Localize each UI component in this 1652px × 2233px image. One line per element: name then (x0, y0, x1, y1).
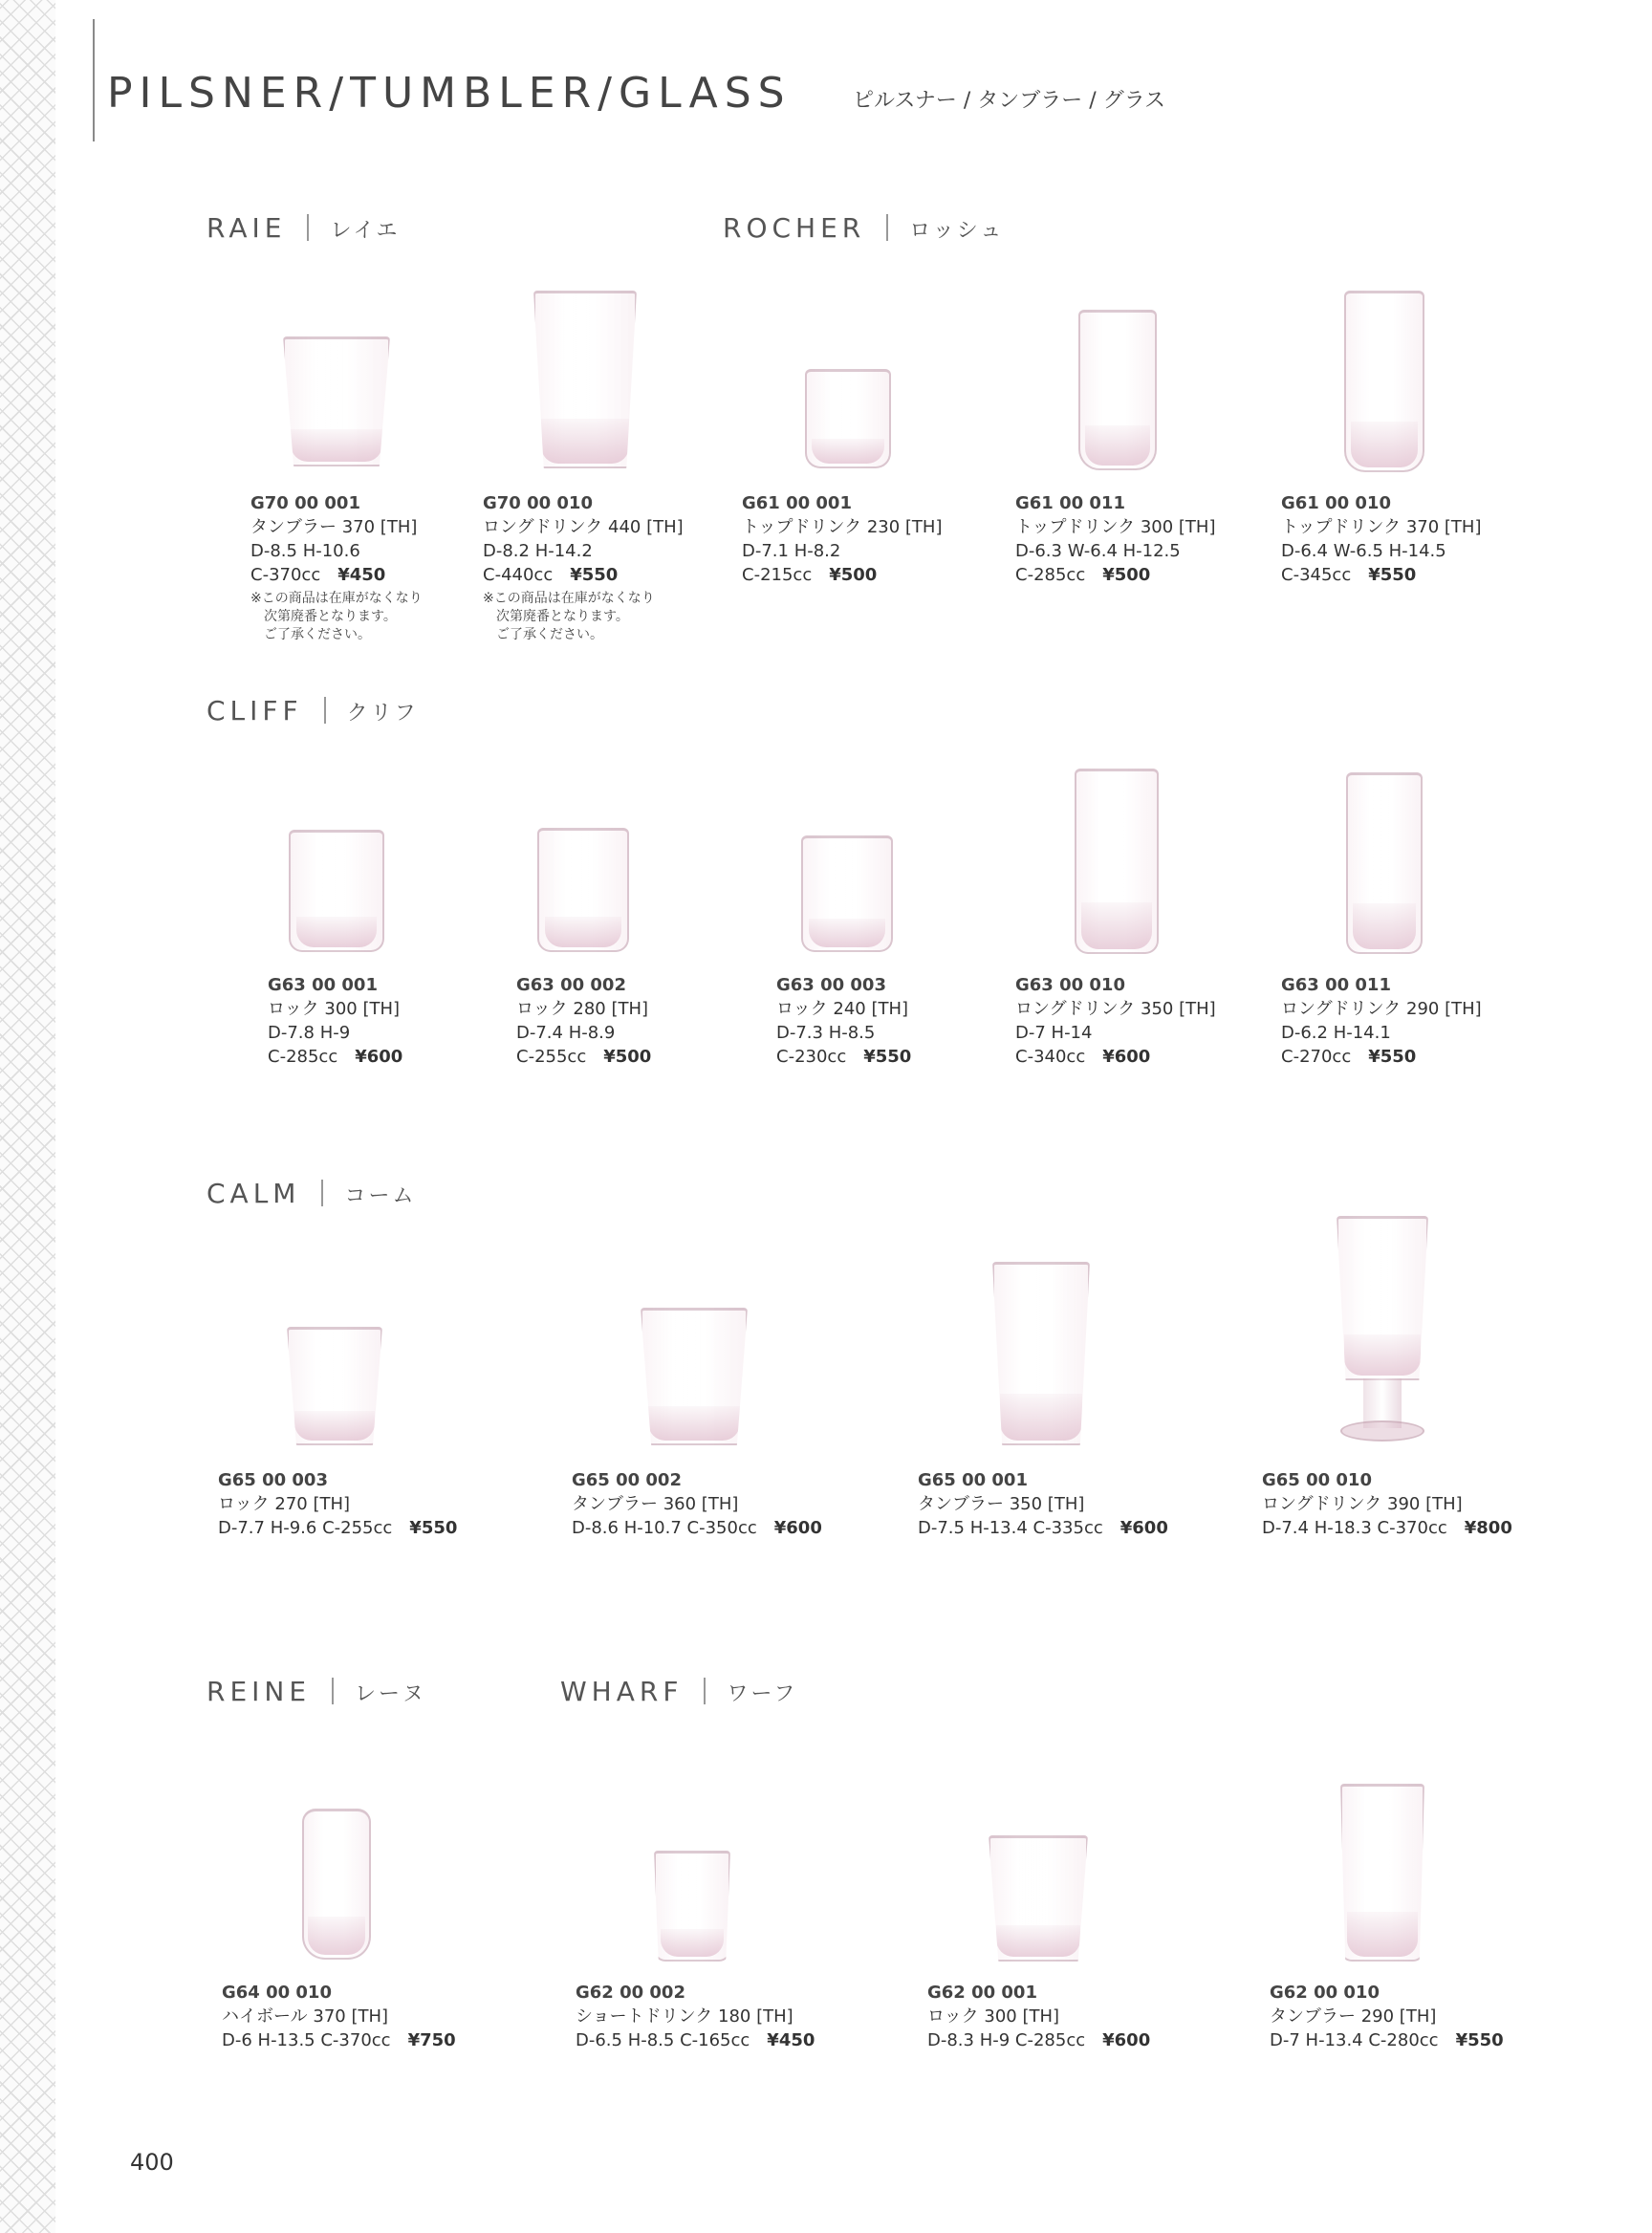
product-image-raie-long-drink (533, 291, 637, 468)
product-capacity: C-370cc (250, 565, 321, 585)
note-line: ※この商品は在庫がなくなり (250, 591, 423, 606)
page-subtitle: ピルスナー / タンブラー / グラス (853, 89, 1166, 113)
product-name: ショートドリンク 180 [TH] (576, 2006, 793, 2027)
product-cliff-240 (776, 973, 911, 1069)
series-name: WHARF (560, 1676, 684, 1707)
product-image-wharf-short-drink (654, 1851, 730, 1962)
product-capacity: C-285cc (1015, 565, 1086, 585)
product-code: G65 00 003 (218, 1470, 328, 1490)
product-capacity: C-340cc (1015, 1047, 1086, 1067)
series-heading-cliff (206, 695, 419, 726)
product-price: ¥550 (570, 565, 619, 585)
series-name: CALM (206, 1178, 301, 1209)
product-image-wharf-rock (989, 1835, 1088, 1962)
product-price: ¥500 (829, 565, 878, 585)
discontinued-note (250, 590, 423, 644)
series-heading-raie (206, 212, 400, 244)
note-line: 次第廃番となります。 (496, 609, 629, 624)
product-dimensions: D-6.3 W-6.4 H-12.5 (1015, 541, 1181, 561)
series-divider (332, 1678, 334, 1704)
product-code: G63 00 003 (776, 975, 886, 995)
product-code: G63 00 011 (1281, 975, 1391, 995)
series-divider (704, 1678, 706, 1704)
product-image-cliff-300 (289, 830, 384, 952)
product-code: G64 00 010 (222, 1983, 332, 2003)
product-name: ロック 240 [TH] (776, 999, 909, 1019)
product-dimensions: D-7.3 H-8.5 (776, 1023, 876, 1043)
product-name: ロック 300 [TH] (268, 999, 401, 1019)
product-price: ¥600 (1102, 2030, 1151, 2050)
product-cliff-350 (1015, 973, 1216, 1069)
series-name-jp: コーム (344, 1184, 417, 1208)
product-price: ¥550 (1368, 565, 1417, 585)
series-name: RAIE (206, 212, 287, 244)
product-spec: D-7.4 H-18.3 C-370cc (1262, 1518, 1447, 1538)
product-price: ¥600 (773, 1518, 822, 1538)
product-calm-long-drink (1262, 1468, 1512, 1540)
product-dimensions: D-7.4 H-8.9 (516, 1023, 616, 1043)
product-calm-350 (918, 1468, 1168, 1540)
note-line: ご了承ください。 (496, 627, 603, 642)
product-name: ロック 300 [TH] (927, 2006, 1060, 2027)
product-calm-270 (218, 1468, 457, 1540)
product-spec: D-7.5 H-13.4 C-335cc (918, 1518, 1103, 1538)
product-price: ¥600 (1102, 1047, 1151, 1067)
series-divider (307, 214, 309, 241)
note-line: ご了承ください。 (264, 627, 371, 642)
product-capacity: C-230cc (776, 1047, 847, 1067)
product-code: G61 00 010 (1281, 493, 1391, 513)
product-cliff-290 (1281, 973, 1482, 1069)
series-heading-calm (206, 1178, 416, 1209)
product-price: ¥450 (767, 2030, 815, 2050)
page-number: 400 (130, 2149, 174, 2176)
product-price: ¥550 (863, 1047, 912, 1067)
series-heading-reine (206, 1676, 426, 1707)
product-image-cliff-350 (1075, 769, 1159, 954)
product-code: G65 00 010 (1262, 1470, 1372, 1490)
product-name: ロングドリンク 350 [TH] (1015, 999, 1216, 1019)
product-image-cliff-280 (537, 828, 629, 952)
product-capacity: C-345cc (1281, 565, 1352, 585)
product-raie-tumbler (250, 491, 423, 644)
product-code: G62 00 002 (576, 1983, 685, 2003)
series-name-jp: レーヌ (355, 1682, 427, 1706)
product-name: トップドリンク 370 [TH] (1281, 517, 1482, 537)
discontinued-note (483, 590, 684, 644)
product-code: G63 00 010 (1015, 975, 1125, 995)
product-wharf-rock (927, 1981, 1150, 2052)
product-price: ¥600 (355, 1047, 403, 1067)
product-rocher-370 (1281, 491, 1481, 587)
product-image-calm-270 (287, 1327, 382, 1445)
product-spec: D-7.7 H-9.6 C-255cc (218, 1518, 393, 1538)
product-spec: D-8.6 H-10.7 C-350cc (572, 1518, 757, 1538)
series-name-jp: ロッシュ (909, 219, 1005, 243)
product-cliff-300 (268, 973, 402, 1069)
series-divider (324, 697, 326, 724)
product-capacity: C-440cc (483, 565, 554, 585)
product-price: ¥500 (603, 1047, 652, 1067)
product-name: タンブラー 370 [TH] (250, 517, 418, 537)
product-dimensions: D-6.2 H-14.1 (1281, 1023, 1391, 1043)
product-name: トップドリンク 300 [TH] (1015, 517, 1216, 537)
product-code: G65 00 002 (572, 1470, 682, 1490)
product-image-reine-highball (302, 1809, 371, 1960)
product-image-rocher-370 (1344, 291, 1424, 472)
product-image-calm-360 (641, 1308, 748, 1445)
series-divider (321, 1180, 323, 1206)
product-dimensions: D-6.4 W-6.5 H-14.5 (1281, 541, 1446, 561)
product-spec: D-8.3 H-9 C-285cc (927, 2030, 1086, 2050)
product-price: ¥800 (1464, 1518, 1512, 1538)
product-image-calm-long-drink (1337, 1216, 1428, 1380)
series-divider (886, 214, 888, 241)
product-capacity: C-215cc (742, 565, 813, 585)
glass-foot (1340, 1420, 1424, 1442)
product-capacity: C-255cc (516, 1047, 587, 1067)
note-line: ※この商品は在庫がなくなり (483, 591, 655, 606)
product-raie-long-drink (483, 491, 684, 644)
product-price: ¥450 (337, 565, 386, 585)
product-wharf-short-drink (576, 1981, 815, 2052)
product-dimensions: D-7.1 H-8.2 (742, 541, 841, 561)
product-image-cliff-240 (801, 835, 893, 952)
product-dimensions: D-8.2 H-14.2 (483, 541, 593, 561)
series-name: CLIFF (206, 695, 303, 726)
page-title: PILSNER/TUMBLER/GLASS (107, 69, 792, 118)
series-name: REINE (206, 1676, 312, 1707)
product-reine-highball (222, 1981, 456, 2052)
product-calm-360 (572, 1468, 822, 1540)
product-price: ¥600 (1119, 1518, 1168, 1538)
product-name: ロングドリンク 290 [TH] (1281, 999, 1482, 1019)
product-name: ハイボール 370 [TH] (222, 2006, 389, 2027)
note-line: 次第廃番となります。 (264, 609, 397, 624)
product-code: G61 00 011 (1015, 493, 1125, 513)
product-code: G63 00 002 (516, 975, 626, 995)
series-name: ROCHER (723, 212, 866, 244)
series-heading-rocher (723, 212, 1004, 244)
product-rocher-230 (742, 491, 942, 587)
product-spec: D-6 H-13.5 C-370cc (222, 2030, 391, 2050)
product-name: ロングドリンク 440 [TH] (483, 517, 684, 537)
product-code: G65 00 001 (918, 1470, 1028, 1490)
title-rule (93, 19, 95, 141)
product-name: ロック 270 [TH] (218, 1494, 351, 1514)
product-name: タンブラー 360 [TH] (572, 1494, 739, 1514)
product-rocher-300 (1015, 491, 1215, 587)
product-image-raie-tumbler (283, 336, 390, 466)
product-image-wharf-tumbler (1340, 1784, 1424, 1962)
product-name: トップドリンク 230 [TH] (742, 517, 943, 537)
product-image-rocher-230 (805, 369, 891, 468)
product-name: ロック 280 [TH] (516, 999, 649, 1019)
product-name: タンブラー 290 [TH] (1270, 2006, 1437, 2027)
product-dimensions: D-7.8 H-9 (268, 1023, 351, 1043)
product-wharf-tumbler (1270, 1981, 1504, 2052)
series-heading-wharf (560, 1676, 797, 1707)
product-price: ¥500 (1102, 565, 1151, 585)
side-pattern (0, 0, 55, 2233)
product-code: G62 00 001 (927, 1983, 1037, 2003)
product-image-calm-350 (992, 1262, 1090, 1445)
product-spec: D-7 H-13.4 C-280cc (1270, 2030, 1439, 2050)
product-dimensions: D-7 H-14 (1015, 1023, 1093, 1043)
product-capacity: C-285cc (268, 1047, 338, 1067)
product-spec: D-6.5 H-8.5 C-165cc (576, 2030, 750, 2050)
series-name-jp: レイエ (330, 219, 401, 243)
product-price: ¥550 (409, 1518, 458, 1538)
product-cliff-280 (516, 973, 651, 1069)
product-capacity: C-270cc (1281, 1047, 1352, 1067)
product-dimensions: D-8.5 H-10.6 (250, 541, 360, 561)
product-image-cliff-290 (1346, 772, 1423, 954)
product-code: G63 00 001 (268, 975, 378, 995)
product-image-rocher-300 (1078, 310, 1157, 470)
product-code: G70 00 001 (250, 493, 360, 513)
product-code: G70 00 010 (483, 493, 593, 513)
product-price: ¥550 (1455, 2030, 1504, 2050)
series-name-jp: クリフ (346, 702, 419, 726)
series-name-jp: ワーフ (727, 1682, 798, 1706)
product-name: ロングドリンク 390 [TH] (1262, 1494, 1463, 1514)
product-price: ¥550 (1368, 1047, 1417, 1067)
product-price: ¥750 (407, 2030, 456, 2050)
product-name: タンブラー 350 [TH] (918, 1494, 1085, 1514)
product-code: G61 00 001 (742, 493, 852, 513)
product-code: G62 00 010 (1270, 1983, 1380, 2003)
